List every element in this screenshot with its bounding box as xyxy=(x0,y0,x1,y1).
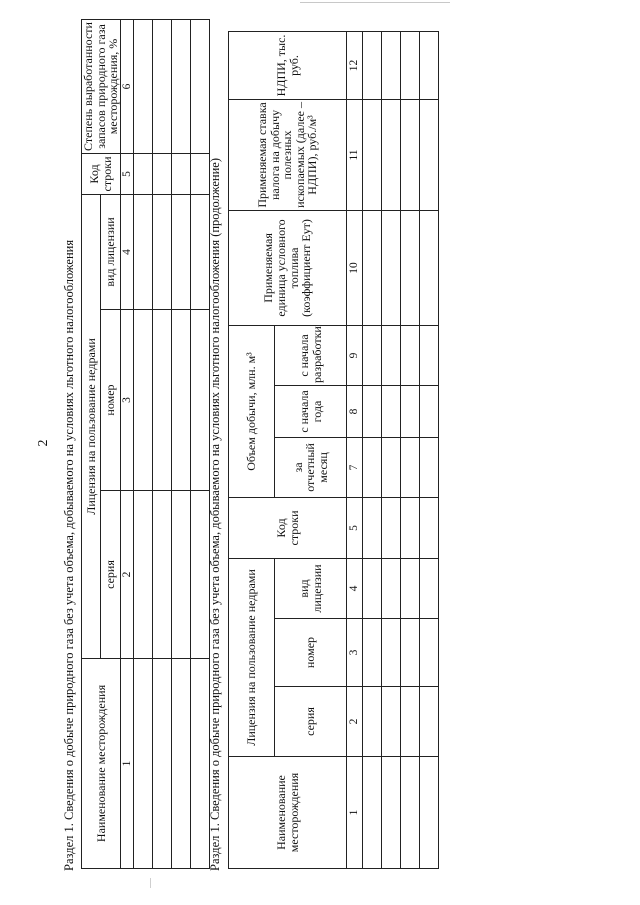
table-cell xyxy=(420,99,439,210)
table-cell xyxy=(152,659,171,869)
header-license: Лицензия на пользование недрами xyxy=(229,558,275,756)
table-cell xyxy=(133,153,152,194)
table-cell xyxy=(420,385,439,437)
table-cell xyxy=(420,437,439,497)
table-cell xyxy=(401,385,420,437)
table-cell xyxy=(382,99,401,210)
table-cell xyxy=(401,558,420,618)
header-series: серия xyxy=(101,491,120,659)
table-cell xyxy=(363,99,382,210)
header-ytd: с начала года xyxy=(275,385,347,437)
table-cell xyxy=(420,687,439,757)
col-num: 7 xyxy=(347,437,363,497)
header-license-type: вид лицензии xyxy=(275,558,347,618)
table-cell xyxy=(401,31,420,99)
table-cell xyxy=(401,757,420,869)
col-num: 2 xyxy=(347,687,363,757)
table-cell xyxy=(382,558,401,618)
table-cell xyxy=(401,210,420,325)
col-num: 1 xyxy=(347,757,363,869)
header-series: серия xyxy=(275,687,347,757)
table-cell xyxy=(190,194,209,309)
table-row xyxy=(363,31,382,868)
table-cell xyxy=(420,558,439,618)
table-cell xyxy=(363,437,382,497)
col-num: 2 xyxy=(120,491,133,659)
header-number: номер xyxy=(275,619,347,687)
table-cell xyxy=(171,153,190,194)
table-cell xyxy=(401,619,420,687)
header-depletion: Степень выработанности запасов природного газа месторождения, % xyxy=(82,19,121,153)
table-cell xyxy=(363,757,382,869)
table-cell xyxy=(382,757,401,869)
table-cell xyxy=(190,153,209,194)
table-cell xyxy=(401,99,420,210)
header-field-name: Наименование месторождения xyxy=(82,659,121,869)
table-row xyxy=(171,19,190,868)
table-row xyxy=(420,31,439,868)
table-cell xyxy=(420,210,439,325)
table-cell xyxy=(420,31,439,99)
table-cell xyxy=(382,210,401,325)
table-cell xyxy=(401,497,420,558)
col-num: 3 xyxy=(347,619,363,687)
table-row xyxy=(382,31,401,868)
table-cell xyxy=(363,31,382,99)
table-cell xyxy=(190,19,209,153)
table-cell xyxy=(133,19,152,153)
col-num: 10 xyxy=(347,210,363,325)
section1-cont-heading: Раздел 1. Сведения о добыче природного газа без учета объема, добываемого на условиях льготного налогообложения (продолжение) xyxy=(208,158,222,871)
header-number: номер xyxy=(101,310,120,491)
header-fuel-unit: Применяемая единица условного топлива (коэффициент Еут) xyxy=(229,210,347,325)
col-num: 1 xyxy=(120,659,133,869)
table-cell xyxy=(152,310,171,491)
table-cell xyxy=(171,310,190,491)
section1-cont-table xyxy=(228,31,439,869)
table-cell xyxy=(152,491,171,659)
table-cell xyxy=(382,31,401,99)
header-row-code: Код строки xyxy=(229,497,347,558)
header-since-start: с начала разработки xyxy=(275,325,347,385)
table-cell xyxy=(401,687,420,757)
col-num: 4 xyxy=(347,558,363,618)
table-cell xyxy=(133,194,152,309)
table-row xyxy=(152,19,171,868)
table-cell xyxy=(382,687,401,757)
table-cell xyxy=(152,194,171,309)
table-cell xyxy=(152,153,171,194)
table-cell xyxy=(133,491,152,659)
header-license-type: вид лицензии xyxy=(101,194,120,309)
table-cell xyxy=(171,659,190,869)
header-row-code: Код строки xyxy=(82,153,121,194)
table-cell xyxy=(363,687,382,757)
table-cell xyxy=(420,619,439,687)
table-cell xyxy=(152,19,171,153)
col-num: 6 xyxy=(120,19,133,153)
table-cell xyxy=(363,558,382,618)
col-num: 9 xyxy=(347,325,363,385)
table-cell xyxy=(363,619,382,687)
header-field-name: Наименование месторождения xyxy=(229,757,347,869)
page-number: 2 xyxy=(36,439,51,447)
col-num: 5 xyxy=(347,497,363,558)
table-cell xyxy=(401,437,420,497)
table-row xyxy=(133,19,152,868)
col-num: 11 xyxy=(347,99,363,210)
column-number-row xyxy=(347,31,363,868)
table-cell xyxy=(190,310,209,491)
col-num: 5 xyxy=(120,153,133,194)
table-cell xyxy=(382,619,401,687)
table-cell xyxy=(420,497,439,558)
col-num: 4 xyxy=(120,194,133,309)
table-row xyxy=(401,31,420,868)
header-volume: Объем добычи, млн. м³ xyxy=(229,325,275,497)
table-row xyxy=(190,19,209,868)
table-cell xyxy=(190,491,209,659)
table-cell xyxy=(133,310,152,491)
table-cell xyxy=(171,19,190,153)
table-cell xyxy=(420,325,439,385)
col-num: 8 xyxy=(347,385,363,437)
col-num: 12 xyxy=(347,31,363,99)
table-cell xyxy=(171,194,190,309)
table-cell xyxy=(363,210,382,325)
section1-heading: Раздел 1. Сведения о добыче природного газа без учета объема, добываемого на условиях льготного налогообложения xyxy=(62,239,76,871)
table-cell xyxy=(382,437,401,497)
col-num: 3 xyxy=(120,310,133,491)
table-cell xyxy=(363,385,382,437)
table-cell xyxy=(363,325,382,385)
header-ndpi: НДПИ, тыс. руб. xyxy=(229,31,347,99)
table-cell xyxy=(363,497,382,558)
table-cell xyxy=(190,659,209,869)
table-cell xyxy=(382,325,401,385)
table-cell xyxy=(420,757,439,869)
header-tax-rate: Применяемая ставка налога на добычу полезных ископаемых (далее – НДПИ), руб./м³ xyxy=(229,99,347,210)
table-cell xyxy=(382,497,401,558)
table-cell xyxy=(171,491,190,659)
table-cell xyxy=(382,385,401,437)
column-number-row xyxy=(120,19,133,868)
section1-table xyxy=(81,19,210,869)
table-cell xyxy=(133,659,152,869)
header-license: Лицензия на пользование недрами xyxy=(82,194,101,658)
header-month: за отчетный месяц xyxy=(275,437,347,497)
table-cell xyxy=(401,325,420,385)
